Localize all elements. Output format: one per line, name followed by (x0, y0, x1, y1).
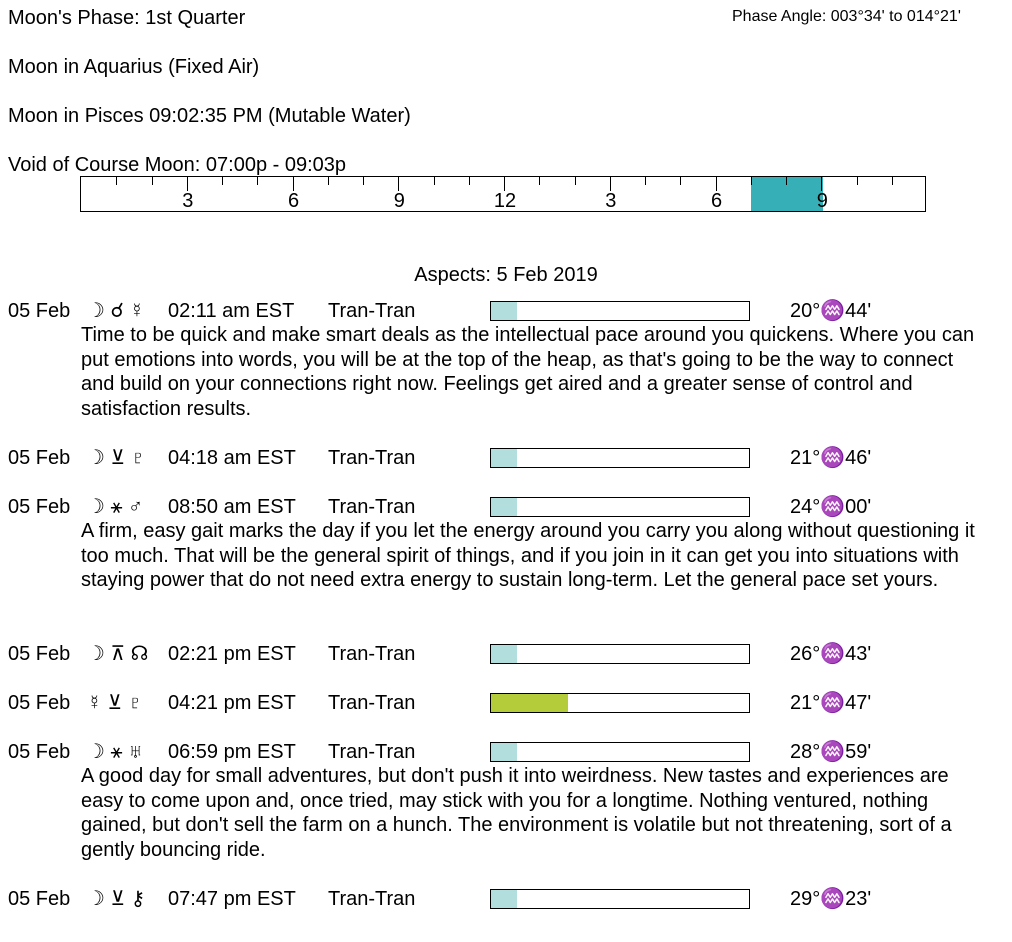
timeline-tick (645, 177, 646, 185)
aspect-interpretation: Time to be quick and make smart deals as the intellectual pace around you quickens. Where you can put emotions into words, you will be at the top of the heap, as that's going to be the way to connect and build on your connections right now. Feelings get aired and a greater sense of control and satisfaction results. (81, 324, 975, 420)
aspect-strength-fill (491, 645, 517, 663)
aspect-strength-bar (490, 301, 750, 321)
aspect-time: 06:59 pm EST (168, 741, 296, 763)
aspect-position: 26°♒43' (790, 643, 872, 665)
timeline-hour-label: 9 (816, 190, 828, 212)
aspect-date: 05 Feb (8, 888, 71, 910)
aspect-type: Tran-Tran (328, 888, 416, 910)
aspect-date: 05 Feb (8, 643, 71, 665)
moon-sign-label: Moon in Aquarius (Fixed Air) (8, 56, 260, 78)
aspect-glyphs: ☽ ⚹ ♂ (87, 496, 144, 518)
aspect-strength-fill (491, 498, 517, 516)
timeline-tick (786, 177, 787, 185)
timeline-tick (257, 177, 258, 185)
aspect-strength-fill (491, 449, 517, 467)
timeline-tick (469, 177, 470, 185)
timeline-tick (857, 177, 858, 185)
aspect-position: 28°♒59' (790, 741, 872, 763)
aspect-glyphs: ☽ ⊻ ⚷ (87, 888, 146, 910)
aspect-strength-bar (490, 644, 750, 664)
aspect-type: Tran-Tran (328, 496, 416, 518)
timeline-tick (222, 177, 223, 185)
aspect-position: 24°♒00' (790, 496, 872, 518)
aspect-strength-bar (490, 497, 750, 517)
aspect-glyphs: ☽ ⚹ ♅ (87, 741, 144, 763)
void-of-course-timeline (80, 176, 926, 212)
timeline-hour-label: 3 (605, 190, 617, 212)
moon-ingress-label: Moon in Pisces 09:02:35 PM (Mutable Water) (8, 105, 411, 127)
timeline-hour-label: 9 (393, 190, 405, 212)
timeline-tick (328, 177, 329, 185)
aspect-row (8, 740, 1008, 764)
phase-angle-label: Phase Angle: 003°34' to 014°21' (732, 8, 961, 25)
timeline-tick (575, 177, 576, 185)
timeline-tick (363, 177, 364, 185)
aspect-row (8, 299, 1008, 323)
aspect-time: 02:21 pm EST (168, 643, 296, 665)
aspect-date: 05 Feb (8, 692, 71, 714)
aspect-position: 20°♒44' (790, 300, 872, 322)
aspect-glyphs: ☿ ⊻ ♇ (87, 692, 143, 714)
aspect-date: 05 Feb (8, 447, 71, 469)
aspect-row (8, 887, 1008, 911)
aspect-glyphs: ☽ ⊼ ☊ (87, 643, 149, 665)
aspect-position: 21°♒47' (790, 692, 872, 714)
aspect-time: 04:18 am EST (168, 447, 296, 469)
timeline-hour-label: 12 (493, 190, 517, 212)
aspect-strength-bar (490, 889, 750, 909)
aspect-time: 07:47 pm EST (168, 888, 296, 910)
aspect-glyphs: ☽ ☌ ☿ (87, 300, 145, 322)
timeline-hour-label: 3 (182, 190, 194, 212)
timeline-tick (116, 177, 117, 185)
aspects-title: Aspects: 5 Feb 2019 (414, 264, 598, 286)
aspect-interpretation: A good day for small adventures, but don't push it into weirdness. New tastes and experiences are easy to come upon and, once tried, may stick with you for a longtime. Nothing ventured, nothing gained, but don't sell the farm on a hunch. The environment is volatile but not threatening, sort of a gently bouncing ride. (81, 765, 952, 861)
aspect-strength-fill (491, 302, 517, 320)
timeline-tick (680, 177, 681, 185)
aspect-type: Tran-Tran (328, 447, 416, 469)
aspect-time: 04:21 pm EST (168, 692, 296, 714)
aspect-time: 02:11 am EST (168, 300, 295, 322)
aspect-interpretation: A firm, easy gait marks the day if you let the energy around you carry you along without questioning it too much. That will be the general spirit of things, and if you join in it can get you into situations with staying power that do not need extra energy to sustain long-term. Let the general pace set yours. (81, 520, 975, 591)
moon-phase-label: Moon's Phase: 1st Quarter (8, 7, 246, 29)
aspect-strength-fill (491, 694, 568, 712)
aspect-type: Tran-Tran (328, 643, 416, 665)
timeline-tick (434, 177, 435, 185)
aspect-type: Tran-Tran (328, 692, 416, 714)
aspect-strength-bar (490, 742, 750, 762)
timeline-hour-label: 6 (710, 190, 723, 212)
aspect-position: 21°♒46' (790, 447, 872, 469)
aspect-row (8, 691, 1008, 715)
timeline-tick (152, 177, 153, 185)
aspect-glyphs: ☽ ⊻ ♇ (87, 447, 146, 469)
aspect-row (8, 495, 1008, 519)
aspect-time: 08:50 am EST (168, 496, 296, 518)
timeline-tick (751, 177, 752, 185)
aspect-date: 05 Feb (8, 300, 71, 322)
void-of-course-label: Void of Course Moon: 07:00p - 09:03p (8, 154, 347, 176)
timeline-tick (539, 177, 540, 185)
aspect-date: 05 Feb (8, 741, 71, 763)
aspect-row (8, 446, 1008, 470)
aspect-strength-bar (490, 693, 750, 713)
timeline-hour-label: 6 (287, 190, 300, 212)
timeline-tick (892, 177, 893, 185)
aspect-strength-bar (490, 448, 750, 468)
aspect-type: Tran-Tran (328, 300, 416, 322)
aspect-strength-fill (491, 890, 517, 908)
aspect-type: Tran-Tran (328, 741, 416, 763)
aspect-row (8, 642, 1008, 666)
aspect-strength-fill (491, 743, 517, 761)
aspect-position: 29°♒23' (790, 888, 872, 910)
aspect-date: 05 Feb (8, 496, 71, 518)
